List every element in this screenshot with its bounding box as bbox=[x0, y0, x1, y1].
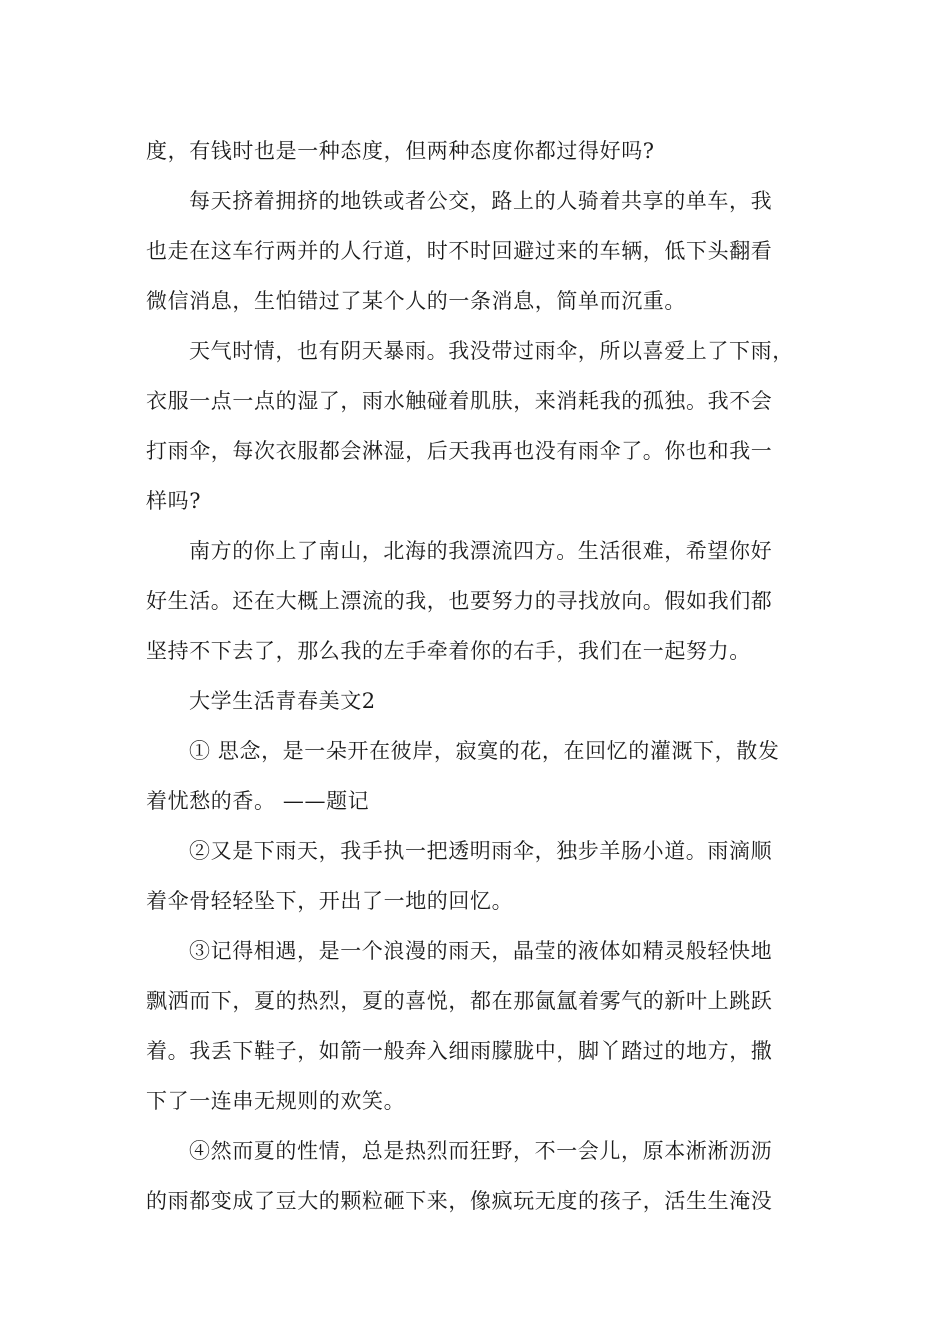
text-line: 也走在这车行两并的人行道，时不时回避过来的车辆，低下头翻看 bbox=[146, 239, 773, 263]
paragraph-start-line: ① 思念，是一朵开在彼岸，寂寞的花，在回忆的灌溉下，散发 bbox=[189, 739, 780, 763]
text-line: 打雨伞，每次衣服都会淋湿，后天我再也没有雨伞了。你也和我一 bbox=[146, 439, 773, 463]
section-heading: 大学生活青春美文2 bbox=[189, 689, 376, 713]
text-line: 的雨都变成了豆大的颗粒砸下来，像疯玩无度的孩子，活生生淹没 bbox=[146, 1189, 773, 1213]
text-line: 微信消息，生怕错过了某个人的一条消息，简单而沉重。 bbox=[146, 289, 686, 313]
paragraph-start-line: ②又是下雨天，我手执一把透明雨伞，独步羊肠小道。雨滴顺 bbox=[189, 839, 773, 863]
text-line: 样吗? bbox=[146, 489, 202, 513]
text-line: 坚持不下去了，那么我的左手牵着你的右手，我们在一起努力。 bbox=[146, 639, 751, 663]
text-line: 衣服一点一点的湿了，雨水触碰着肌肤，来消耗我的孤独。我不会 bbox=[146, 389, 773, 413]
text-line: 飘洒而下，夏的热烈，夏的喜悦，都在那氤氲着雾气的新叶上跳跃 bbox=[146, 989, 773, 1013]
paragraph-start-line: 南方的你上了南山，北海的我漂流四方。生活很难，希望你好 bbox=[189, 539, 773, 563]
text-line: 着。我丢下鞋子，如箭一般奔入细雨朦胧中，脚丫踏过的地方，撒 bbox=[146, 1039, 773, 1063]
paragraph-start-line: ③记得相遇，是一个浪漫的雨天，晶莹的液体如精灵般轻快地 bbox=[189, 939, 773, 963]
paragraph-start-line: 天气时情，也有阴天暴雨。我没带过雨伞，所以喜爱上了下雨， bbox=[189, 339, 794, 363]
text-line: 着伞骨轻轻坠下，开出了一地的回忆。 bbox=[146, 889, 514, 913]
text-line: 好生活。还在大概上漂流的我，也要努力的寻找放向。假如我们都 bbox=[146, 589, 773, 613]
text-line: 下了一连串无规则的欢笑。 bbox=[146, 1089, 406, 1113]
paragraph-start-line: 每天挤着拥挤的地铁或者公交，路上的人骑着共享的单车，我 bbox=[189, 189, 773, 213]
paragraph-start-line: ④然而夏的性情，总是热烈而狂野，不一会儿，原本淅淅沥沥 bbox=[189, 1139, 773, 1163]
text-line: 着忧愁的香。 ——题记 bbox=[146, 789, 370, 813]
text-line: 度，有钱时也是一种态度，但两种态度你都过得好吗? bbox=[146, 139, 655, 163]
